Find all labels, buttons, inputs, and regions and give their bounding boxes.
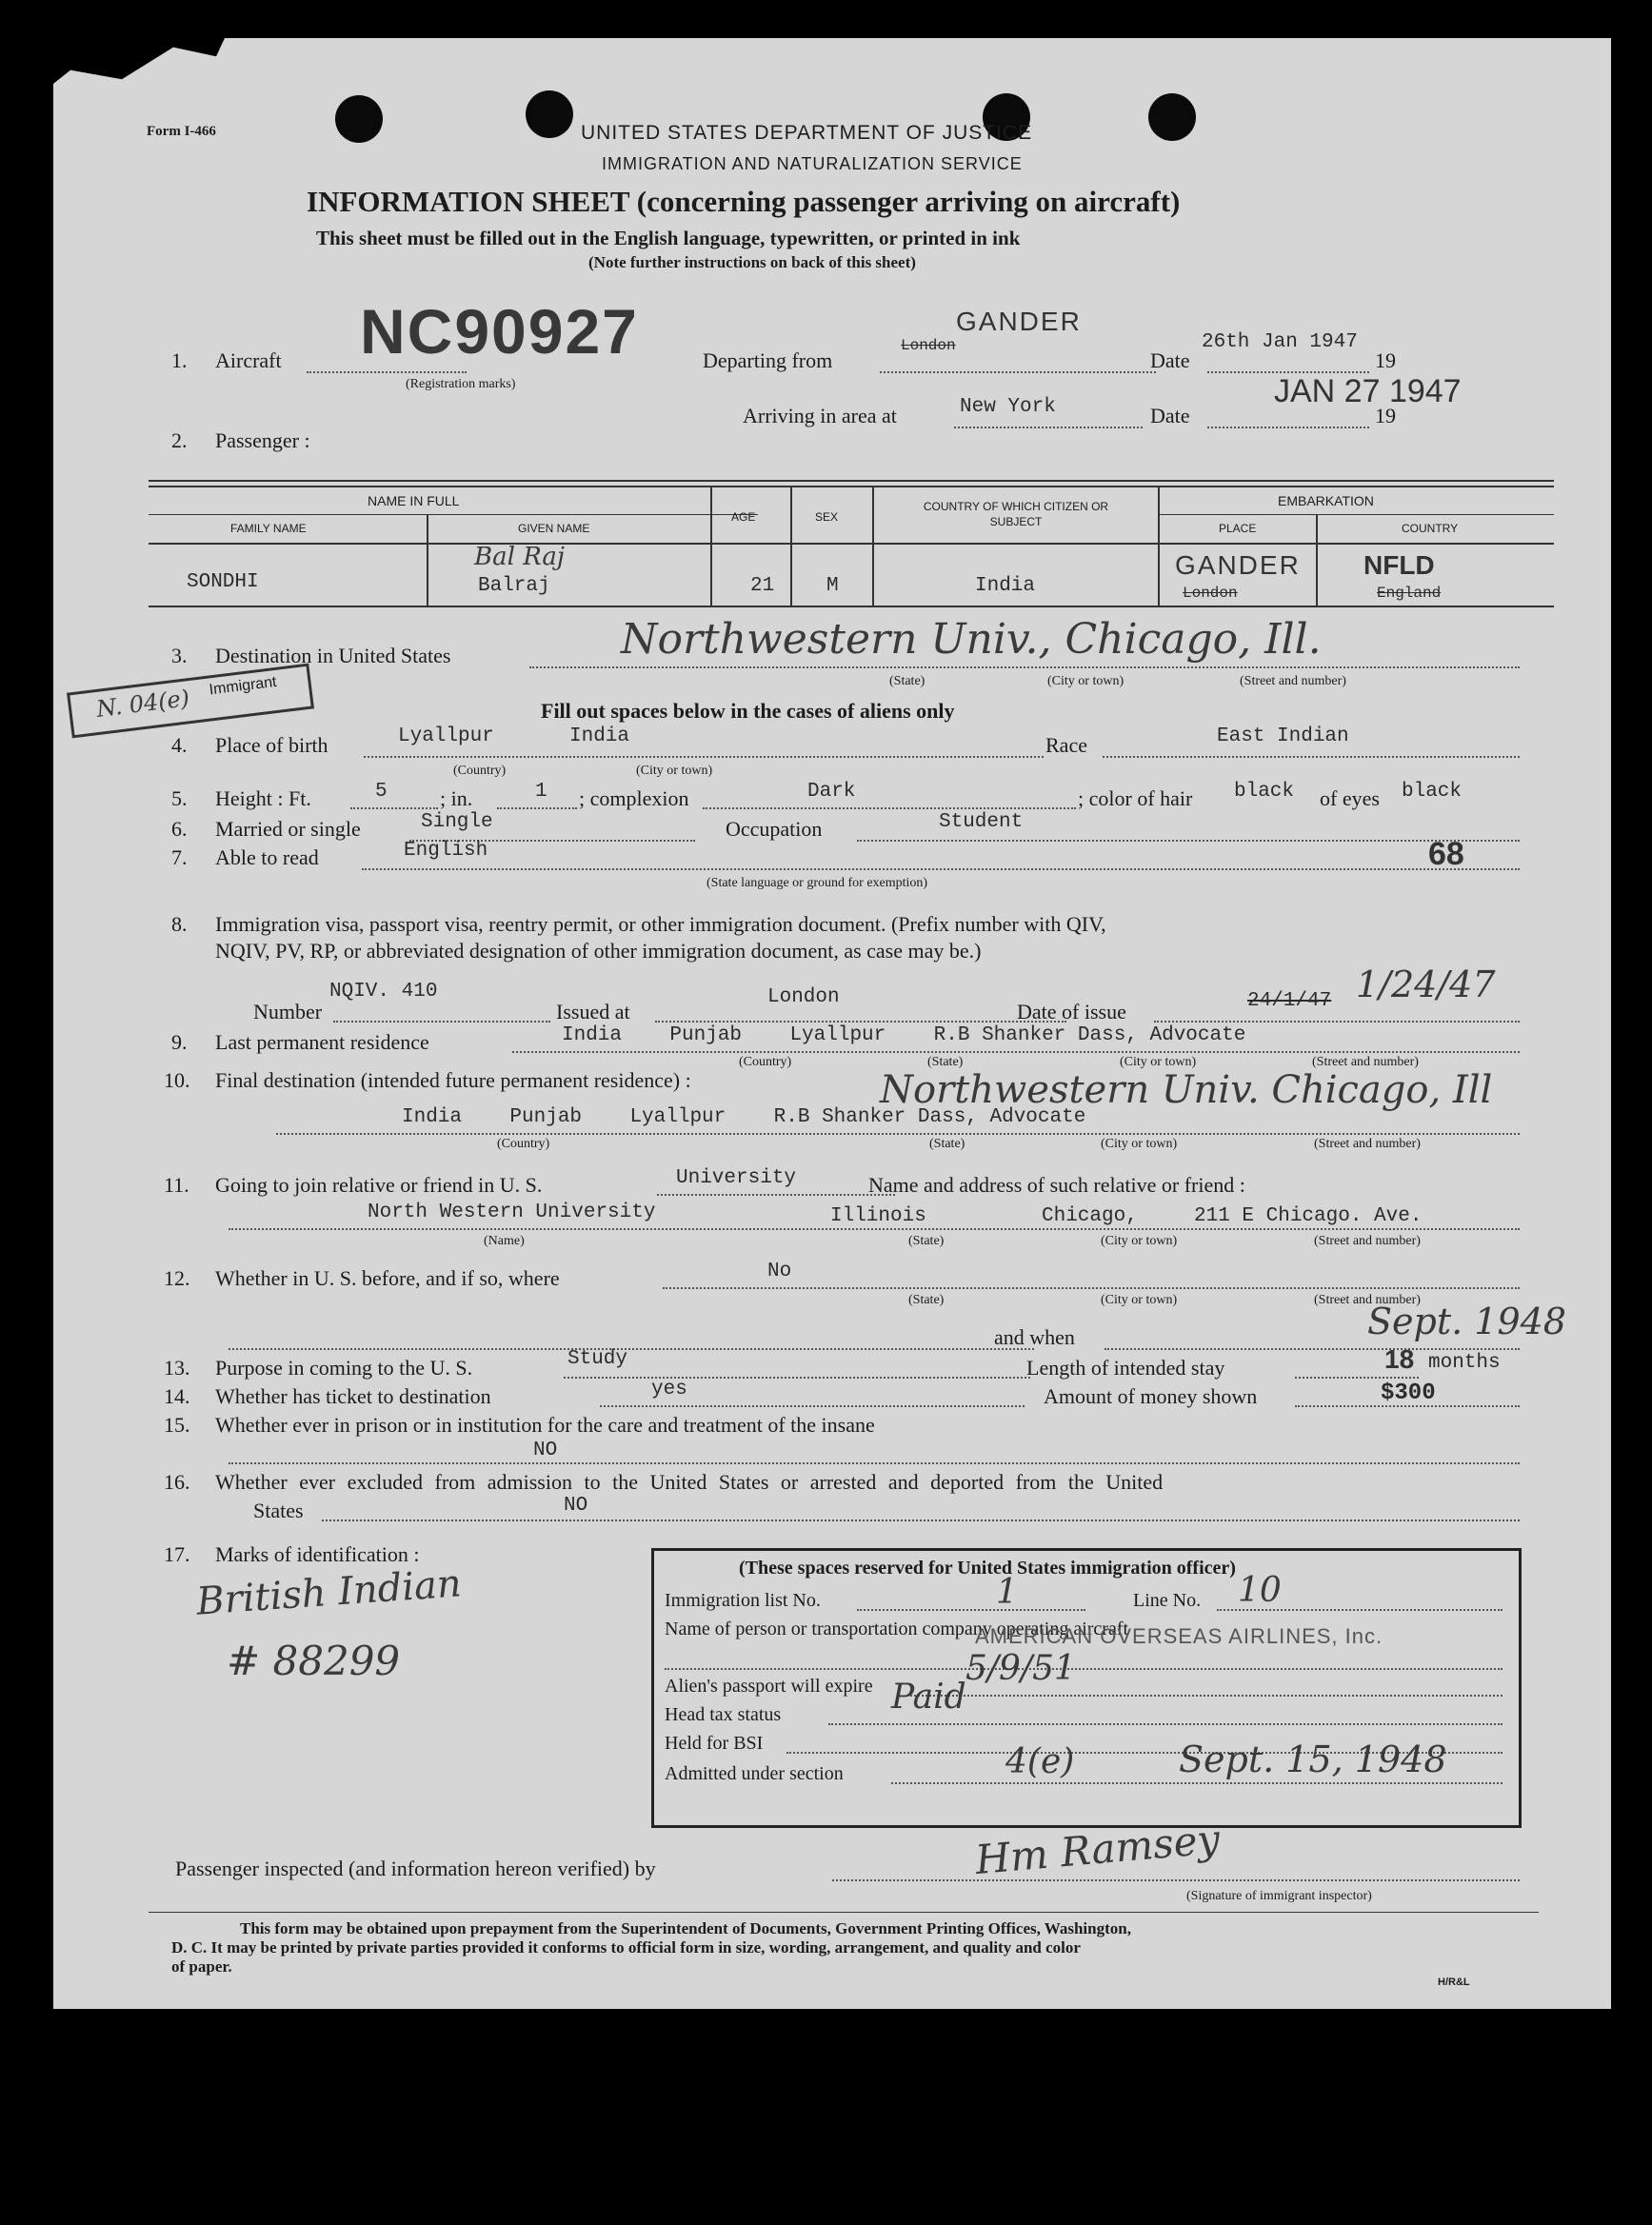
embarkation-country-handwritten: NFLD <box>1363 550 1435 580</box>
state-caption: (State) <box>908 1293 945 1307</box>
aircraft-line <box>307 371 467 373</box>
name-caption: (Name) <box>484 1234 525 1248</box>
sex-header: SEX <box>815 510 839 524</box>
birth-city-value: India <box>569 725 630 747</box>
item-number: 3. <box>171 644 188 667</box>
prison-label: Whether ever in prison or in institution for the care and treatment of the insane <box>215 1413 875 1437</box>
head-tax-value: Paid <box>891 1678 966 1717</box>
family-name-value: SONDHI <box>187 571 259 593</box>
us-before-line <box>663 1287 1520 1289</box>
street-caption: (Street and number) <box>1312 1055 1419 1069</box>
race-line <box>1103 756 1520 758</box>
street-caption: (Street and number) <box>1240 674 1346 688</box>
sex-value: M <box>826 575 839 597</box>
visa-instructions-line2: NQIV, PV, RP, or abbreviated designation of other immigration document, as case may be.) <box>215 939 982 963</box>
final-destination-line <box>276 1133 1520 1135</box>
ticket-label: Whether has ticket to destination <box>215 1384 491 1408</box>
marital-status-value: Single <box>421 811 493 833</box>
age-header: AGE <box>731 510 756 524</box>
head-tax-label: Head tax status <box>665 1704 782 1725</box>
given-name-value: Balraj <box>478 575 550 597</box>
item-number: 1. <box>171 348 188 372</box>
date-label: Date <box>1150 348 1190 372</box>
able-to-read-label: Able to read <box>215 845 319 869</box>
item-number: 13. <box>164 1356 190 1380</box>
place-of-birth-line <box>364 756 1044 758</box>
place-header: PLACE <box>1219 522 1257 535</box>
stay-length-unit: months <box>1428 1352 1501 1374</box>
footer-divider <box>149 1912 1539 1913</box>
departure-date: 26th Jan 1947 <box>1202 331 1358 353</box>
held-for-bsi-label: Held for BSI <box>665 1733 764 1754</box>
embarkation-country-struck: England <box>1377 585 1442 602</box>
line-no-value: 10 <box>1238 1571 1282 1610</box>
race-value: East Indian <box>1217 725 1349 747</box>
able-to-read-line <box>362 868 1520 870</box>
issued-at-label: Issued at <box>556 1000 630 1023</box>
given-name-header: GIVEN NAME <box>518 522 590 535</box>
immigration-list-line <box>857 1609 1085 1611</box>
immigration-list-value: 1 <box>996 1573 1018 1612</box>
embarkation-place-handwritten: GANDER <box>1175 550 1301 580</box>
form-number: Form I-466 <box>147 124 216 139</box>
able-to-read-caption: (State language or ground for exemption) <box>707 876 928 890</box>
stay-length-label: Length of intended stay <box>1026 1356 1225 1380</box>
arrival-year-prefix: 19 <box>1375 404 1396 427</box>
torn-corner <box>53 38 225 84</box>
aliens-heading: Fill out spaces below in the cases of aliens only <box>541 699 955 723</box>
us-before-value: No <box>767 1261 792 1282</box>
departing-value: GANDER <box>956 307 1082 336</box>
departing-line <box>880 371 1156 373</box>
registration-caption: (Registration marks) <box>406 377 516 391</box>
aircraft-label: Aircraft <box>215 348 282 372</box>
final-destination-label: Final destination (intended future permanent residence) : <box>215 1068 691 1092</box>
arrival-date-line <box>1207 427 1369 428</box>
join-relative-value: University <box>676 1167 797 1189</box>
footer-line1: This form may be obtained upon prepayment from the Superintendent of Documents, Government Printing Offices, Washington, <box>240 1919 1131 1937</box>
last-residence-line <box>512 1051 1520 1053</box>
embarkation-place-struck: London <box>1183 585 1238 602</box>
aircraft-registration-stamp: NC90927 <box>360 296 639 367</box>
eyes-value: black <box>1402 781 1463 803</box>
page-title: INFORMATION SHEET (concerning passenger arriving on aircraft) <box>307 185 1181 218</box>
arriving-label: Arriving in area at <box>743 404 897 427</box>
inspector-signature: Hm Ramsey <box>973 1815 1223 1884</box>
issued-at-value: London <box>767 986 840 1008</box>
company-label: Name of person or transportation company operating aircraft <box>665 1619 1129 1639</box>
punch-hole <box>335 95 383 143</box>
passport-expire-line <box>910 1695 1503 1697</box>
purpose-label: Purpose in coming to the U. S. <box>215 1356 473 1380</box>
arriving-line <box>954 427 1143 428</box>
height-feet-line <box>350 807 438 809</box>
family-name-header: FAMILY NAME <box>230 522 307 535</box>
ticket-line <box>600 1405 1025 1407</box>
footer-line3: of paper. <box>171 1957 232 1976</box>
embarkation-header: EMBARKATION <box>1278 493 1374 508</box>
arriving-value: New York <box>960 396 1056 418</box>
last-residence-label: Last permanent residence <box>215 1030 429 1054</box>
friend-state-value: Illinois <box>830 1205 926 1227</box>
when-prefix-line <box>229 1348 1034 1350</box>
excluded-line <box>322 1520 1520 1521</box>
join-relative-line <box>657 1194 895 1196</box>
state-caption: (State) <box>929 1137 965 1151</box>
height-inches-value: 1 <box>535 781 547 803</box>
city-caption: (City or town) <box>1101 1137 1178 1151</box>
given-name-handwritten: Bal Raj <box>474 543 565 571</box>
when-label: and when <box>994 1325 1075 1349</box>
admitted-date-value: Sept. 15, 1948 <box>1179 1738 1447 1780</box>
admitted-section-value: 4(e) <box>1005 1742 1075 1781</box>
issued-at-line <box>655 1021 1066 1023</box>
money-value: $300 <box>1381 1381 1436 1406</box>
identification-handwritten-line1: British Indian <box>194 1561 464 1624</box>
destination-handwritten: Northwestern Univ., Chicago, Ill. <box>621 615 1322 664</box>
passport-expire-label: Alien's passport will expire <box>665 1676 873 1697</box>
head-tax-line <box>828 1723 1503 1725</box>
printer-code: H/R&L <box>1438 1977 1470 1988</box>
arrival-date-stamp: JAN 27 1947 <box>1274 373 1462 409</box>
height-label: Height : Ft. <box>215 786 311 810</box>
hair-label: ; color of hair <box>1078 786 1193 810</box>
identification-handwritten-line2: # 88299 <box>227 1638 401 1684</box>
street-caption: (Street and number) <box>1314 1137 1421 1151</box>
height-feet-value: 5 <box>375 781 388 803</box>
friend-street-value: 211 E Chicago. Ave. <box>1194 1205 1423 1227</box>
complexion-value: Dark <box>807 781 856 803</box>
friend-city-value: Chicago, <box>1042 1205 1138 1227</box>
excluded-label-line2: States <box>253 1499 304 1522</box>
item-number: 5. <box>171 786 188 810</box>
citizenship-value: India <box>975 575 1036 597</box>
year-prefix: 19 <box>1375 348 1396 372</box>
city-caption: (City or town) <box>636 764 713 778</box>
admitted-section-line <box>891 1782 1503 1784</box>
footer-line2: D. C. It may be printed by private parties provided it conforms to official form in size, wording, arrangement, and quality and color <box>171 1938 1081 1957</box>
visa-number-value: NQIV. 410 <box>329 981 438 1003</box>
city-caption: (City or town) <box>1047 674 1125 688</box>
date-of-issue-handwritten: 1/24/47 <box>1356 964 1496 1005</box>
item-number: 15. <box>164 1413 190 1437</box>
last-residence-value: India Punjab Lyallpur R.B Shanker Dass, Advocate <box>562 1024 1246 1046</box>
visa-number-label: Number <box>253 1000 323 1023</box>
occupation-line <box>857 840 1520 842</box>
departing-struck: London <box>901 337 956 354</box>
inspection-label: Passenger inspected (and information hereon verified) by <box>175 1857 656 1880</box>
complexion-label: ; complexion <box>579 786 689 810</box>
stay-length-line <box>1295 1377 1419 1379</box>
country-citizen-header: COUNTRY OF WHICH CITIZEN OR SUBJECT <box>923 500 1109 528</box>
departing-label: Departing from <box>703 348 833 372</box>
us-before-label: Whether in U. S. before, and if so, where <box>215 1266 560 1290</box>
country-header: COUNTRY <box>1402 522 1459 535</box>
item-number: 9. <box>171 1030 188 1054</box>
item-number: 16. <box>164 1470 190 1494</box>
item-number: 7. <box>171 845 188 869</box>
country-caption: (Country) <box>453 764 507 778</box>
admitted-section-label: Admitted under section <box>665 1763 844 1784</box>
final-destination-handwritten: Northwestern Univ. Chicago, Ill <box>880 1068 1493 1112</box>
line-no-label: Line No. <box>1133 1590 1202 1611</box>
friend-name-value: North Western University <box>368 1202 656 1223</box>
service-name: IMMIGRATION AND NATURALIZATION SERVICE <box>602 154 1023 173</box>
excluded-label-line1: Whether ever excluded from admission to the United States or arrested and deported from the United <box>215 1470 1164 1494</box>
occupation-label: Occupation <box>726 817 823 841</box>
instruction-note: (Note further instructions on back of this sheet) <box>588 253 916 271</box>
identification-marks-label: Marks of identification : <box>215 1542 420 1566</box>
purpose-value: Study <box>567 1348 628 1370</box>
occupation-value: Student <box>939 811 1024 833</box>
when-handwritten: Sept. 1948 <box>1367 1301 1566 1342</box>
item-number: 10. <box>164 1068 190 1092</box>
item-number: 17. <box>164 1542 190 1566</box>
city-caption: (City or town) <box>1101 1293 1178 1307</box>
name-address-label: Name and address of such relative or friend : <box>868 1173 1245 1197</box>
join-relative-label: Going to join relative or friend in U. S. <box>215 1173 543 1197</box>
item-number: 6. <box>171 817 188 841</box>
able-to-read-value: English <box>404 840 488 862</box>
when-line <box>1105 1348 1520 1350</box>
prison-value: NO <box>533 1440 558 1461</box>
stay-length-value: 18 <box>1384 1344 1415 1374</box>
age-value: 21 <box>750 575 775 597</box>
punch-hole <box>526 90 573 138</box>
birth-country-value: Lyallpur <box>398 725 494 747</box>
instruction-line: This sheet must be filled out in the English language, typewritten, or printed in ink <box>316 227 1021 249</box>
street-caption: (Street and number) <box>1314 1293 1421 1307</box>
prison-line <box>229 1462 1520 1464</box>
arrival-date-label: Date <box>1150 404 1190 427</box>
inches-label: ; in. <box>440 786 473 810</box>
country-caption: (Country) <box>497 1137 550 1151</box>
street-caption: (Street and number) <box>1314 1234 1421 1248</box>
complexion-line <box>703 807 1076 809</box>
state-caption: (State) <box>927 1055 964 1069</box>
margin-number: 68 <box>1428 836 1464 872</box>
state-caption: (State) <box>889 674 926 688</box>
country-caption: (Country) <box>739 1055 792 1069</box>
item-number: 8. <box>171 912 188 936</box>
item-number: 2. <box>171 428 188 452</box>
passenger-label: Passenger : <box>215 428 310 452</box>
signature-caption: (Signature of immigrant inspector) <box>1186 1889 1372 1903</box>
name-in-full-header: NAME IN FULL <box>368 493 460 508</box>
visa-instructions-line1: Immigration visa, passport visa, reentry permit, or other immigration document. (Prefix number with QIV, <box>215 912 1106 936</box>
department-name: UNITED STATES DEPARTMENT OF JUSTICE <box>581 122 1033 144</box>
race-label: Race <box>1045 733 1087 757</box>
item-number: 4. <box>171 733 188 757</box>
final-destination-typed: India Punjab Lyallpur R.B Shanker Dass, Advocate <box>402 1106 1086 1128</box>
height-inches-line <box>497 807 577 809</box>
place-of-birth-label: Place of birth <box>215 733 328 757</box>
company-line <box>665 1668 1503 1670</box>
immigrant-stamp-word: Immigrant <box>208 673 278 699</box>
item-number: 14. <box>164 1384 190 1408</box>
excluded-value: NO <box>564 1495 588 1517</box>
item-number: 11. <box>164 1173 189 1197</box>
date-of-issue-struck: 24/1/47 <box>1247 990 1332 1012</box>
money-label: Amount of money shown <box>1044 1384 1258 1408</box>
state-caption: (State) <box>908 1234 945 1248</box>
immigration-list-label: Immigration list No. <box>665 1590 821 1611</box>
signature-line <box>832 1879 1520 1881</box>
immigrant-stamp-prefix: N. 04(e) <box>94 685 191 723</box>
destination-label: Destination in United States <box>215 644 451 667</box>
marital-status-label: Married or single <box>215 817 361 841</box>
destination-line <box>529 666 1520 668</box>
visa-number-line <box>333 1021 550 1023</box>
date-of-issue-label: Date of issue <box>1017 1000 1126 1023</box>
eyes-label: of eyes <box>1320 786 1380 810</box>
item-number: 12. <box>164 1266 190 1290</box>
immigrant-stamp <box>67 664 314 739</box>
officer-box-title: (These spaces reserved for United States immigration officer) <box>739 1558 1236 1579</box>
city-caption: (City or town) <box>1120 1055 1197 1069</box>
company-stamp: AMERICAN OVERSEAS AIRLINES, Inc. <box>975 1624 1383 1648</box>
ticket-value: yes <box>651 1379 687 1401</box>
friend-address-line <box>229 1228 1520 1230</box>
city-caption: (City or town) <box>1101 1234 1178 1248</box>
passport-expire-value: 5/9/51 <box>965 1649 1076 1688</box>
punch-hole <box>1148 93 1196 141</box>
form-sheet <box>53 38 1611 2009</box>
purpose-line <box>564 1377 1030 1379</box>
date-of-issue-line <box>1154 1021 1520 1023</box>
hair-value: black <box>1234 781 1295 803</box>
